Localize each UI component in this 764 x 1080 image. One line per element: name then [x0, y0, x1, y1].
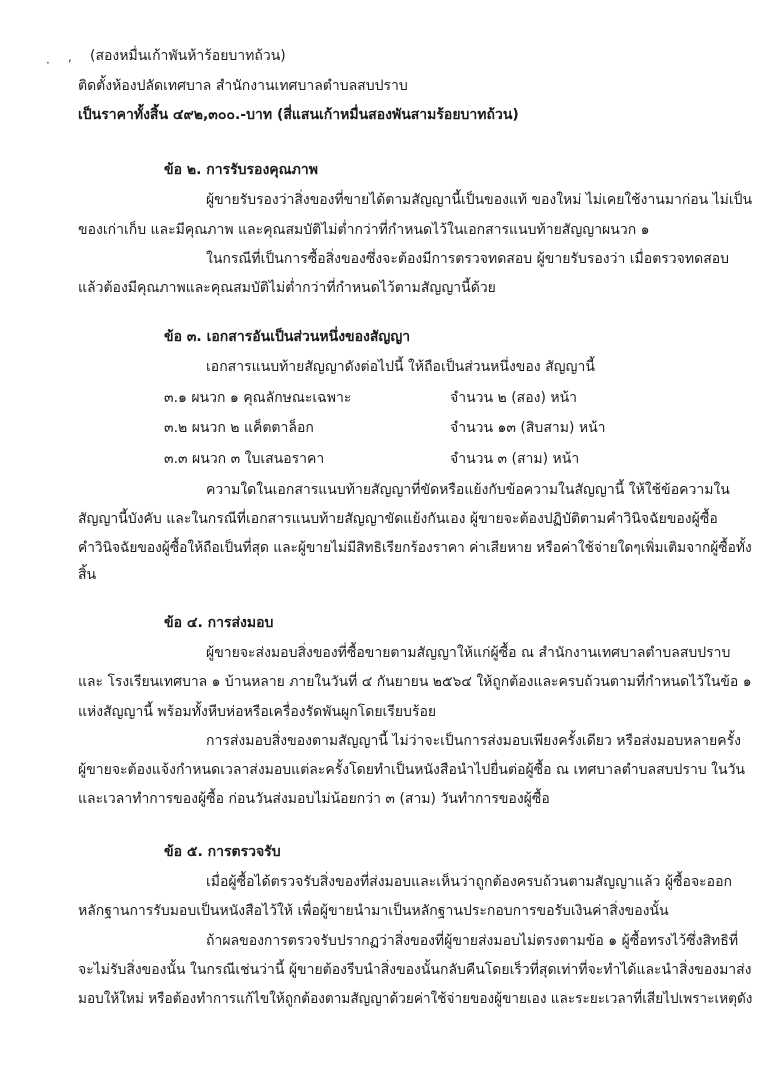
- paragraph-line: ในกรณีที่เป็นการซื้อสิ่งของซึ่งจะต้องมีการตรวจทดสอบ ผู้ขายรับรองว่า เมื่อตรวจทดสอบ: [206, 251, 730, 267]
- section-4-heading: ข้อ ๔. การส่งมอบ: [164, 615, 274, 631]
- paragraph-line: การส่งมอบสิ่งของตามสัญญานี้ ไม่ว่าจะเป็นการส่งมอบเพียงครั้งเดียว หรือส่งมอบหลายครั้ง: [206, 733, 741, 749]
- attachment-label: ๓.๑ ผนวก ๑ คุณลักษณะเฉพาะ: [164, 390, 352, 406]
- section-5-heading: ข้อ ๕. การตรวจรับ: [164, 844, 281, 860]
- paragraph-line: ถ้าผลของการตรวจรับปรากฏว่าสิ่งของที่ผู้ขายส่งมอบไม่ตรงตามข้อ ๑ ผู้ซื้อทรงไว้ซึ่งสิทธิที่: [206, 933, 739, 949]
- paragraph-line: จะไม่รับสิ่งของนั้น ในกรณีเช่นว่านี้ ผู้ขายต้องรีบนำสิ่งของนั้นกลับคืนโดยเร็วที่สุดเท่าที่จะทำได้และนำสิ่งของมาส่ง: [78, 962, 752, 978]
- paragraph-line: แห่งสัญญานี้ พร้อมทั้งหีบห่อหรือเครื่องรัดพันผูกโดยเรียบร้อย: [78, 704, 437, 720]
- amount-in-words: (สองหมื่นเก้าพันห้าร้อยบาทถ้วน): [90, 48, 286, 64]
- paragraph-line: สัญญานี้บังคับ และในกรณีที่เอกสารแนบท้ายสัญญาขัดแย้งกันเอง ผู้ขายจะต้องปฏิบัติตามคำวินิจฉัยของผู้ซื้อ: [78, 511, 718, 527]
- paragraph-line: ความใดในเอกสารแนบท้ายสัญญาที่ขัดหรือแย้งกับข้อความในสัญญานี้ ให้ใช้ข้อความใน: [206, 482, 730, 498]
- paragraph-line: หลักฐานการรับมอบเป็นหนังสือไว้ให้ เพื่อผู้ขายนำมาเป็นหลักฐานประกอบการขอรับเงินค่าสิ่งของนั้น: [78, 903, 669, 919]
- section-2-heading: ข้อ ๒. การรับรองคุณภาพ: [164, 162, 318, 178]
- attachment-label: ๓.๒ ผนวก ๒ แค็ตตาล็อก: [164, 420, 314, 436]
- total-price: เป็นราคาทั้งสิ้น ๔๙๒,๓๐๐.-บาท (สี่แสนเก้าหมื่นสองพันสามร้อยบาทถ้วน): [78, 107, 519, 123]
- attachment-page-count: จำนวน ๓ (สาม) หน้า: [450, 451, 580, 467]
- paragraph-line: และเวลาทำการของผู้ซื้อ ก่อนวันส่งมอบไม่น้อยกว่า ๓ (สาม) วันทำการของผู้ซื้อ: [78, 791, 550, 807]
- paragraph-line: คำวินิจฉัยของผู้ซื้อให้ถือเป็นที่สุด และผู้ขายไม่มีสิทธิเรียกร้องราคา ค่าเสียหาย หรือค่าใช้จ่ายใดๆเพิ่มเติมจากผู้ซื้อทั้ง: [78, 540, 752, 556]
- scan-speck: ·: [46, 56, 50, 70]
- attachment-page-count: จำนวน ๒ (สอง) หน้า: [450, 390, 578, 406]
- paragraph-line: มอบให้ใหม่ หรือต้องทำการแก้ไขให้ถูกต้องตามสัญญาด้วยค่าใช้จ่ายของผู้ขายเอง และระยะเวลาที่เสียไปเพราะเหตุดัง: [78, 991, 753, 1007]
- attachment-page-count: จำนวน ๑๓ (สิบสาม) หน้า: [450, 420, 606, 436]
- installation-location: ติดตั้งห้องปลัดเทศบาล สำนักงานเทศบาลตำบลสบปราบ: [78, 78, 408, 94]
- paragraph-line: เมื่อผู้ซื้อได้ตรวจรับสิ่งของที่ส่งมอบและเห็นว่าถูกต้องครบถ้วนตามสัญญาแล้ว ผู้ซื้อจะออก: [206, 874, 732, 890]
- section-3-heading: ข้อ ๓. เอกสารอันเป็นส่วนหนึ่งของสัญญา: [164, 329, 411, 345]
- paragraph-line: ผู้ขายรับรองว่าสิ่งของที่ขายได้ตามสัญญานี้เป็นของแท้ ของใหม่ ไม่เคยใช้งานมาก่อน ไม่เป็น: [206, 192, 753, 208]
- paragraph-line: แล้วต้องมีคุณภาพและคุณสมบัติไม่ต่ำกว่าที่กำหนดไว้ตามสัญญานี้ด้วย: [78, 280, 496, 296]
- paragraph-line: สิ้น: [78, 567, 97, 583]
- section-3-intro: เอกสารแนบท้ายสัญญาดังต่อไปนี้ ให้ถือเป็นส่วนหนึ่งของ สัญญานี้: [206, 359, 595, 375]
- attachment-label: ๓.๓ ผนวก ๓ ใบเสนอราคา: [164, 451, 325, 467]
- paragraph-line: ของเก่าเก็บ และมีคุณภาพ และคุณสมบัติไม่ต่ำกว่าที่กำหนดไว้ในเอกสารแนบท้ายสัญญาผนวก ๑: [78, 222, 650, 238]
- scan-speck: ,: [68, 50, 72, 64]
- paragraph-line: ผู้ขายจะต้องแจ้งกำหนดเวลาส่งมอบแต่ละครั้งโดยทำเป็นหนังสือนำไปยื่นต่อผู้ซื้อ ณ เทศบาลตำบลสบปราบ ในวัน: [78, 762, 746, 778]
- paragraph-line: และ โรงเรียนเทศบาล ๑ บ้านหลาย ภายในวันที่ ๔ กันยายน ๒๕๖๔ ให้ถูกต้องและครบถ้วนตามที่กำหนดไว้ในข้อ ๑: [78, 674, 752, 690]
- paragraph-line: ผู้ขายจะส่งมอบสิ่งของที่ซื้อขายตามสัญญาให้แก่ผู้ซื้อ ณ สำนักงานเทศบาลตำบลสบปราบ: [206, 645, 731, 661]
